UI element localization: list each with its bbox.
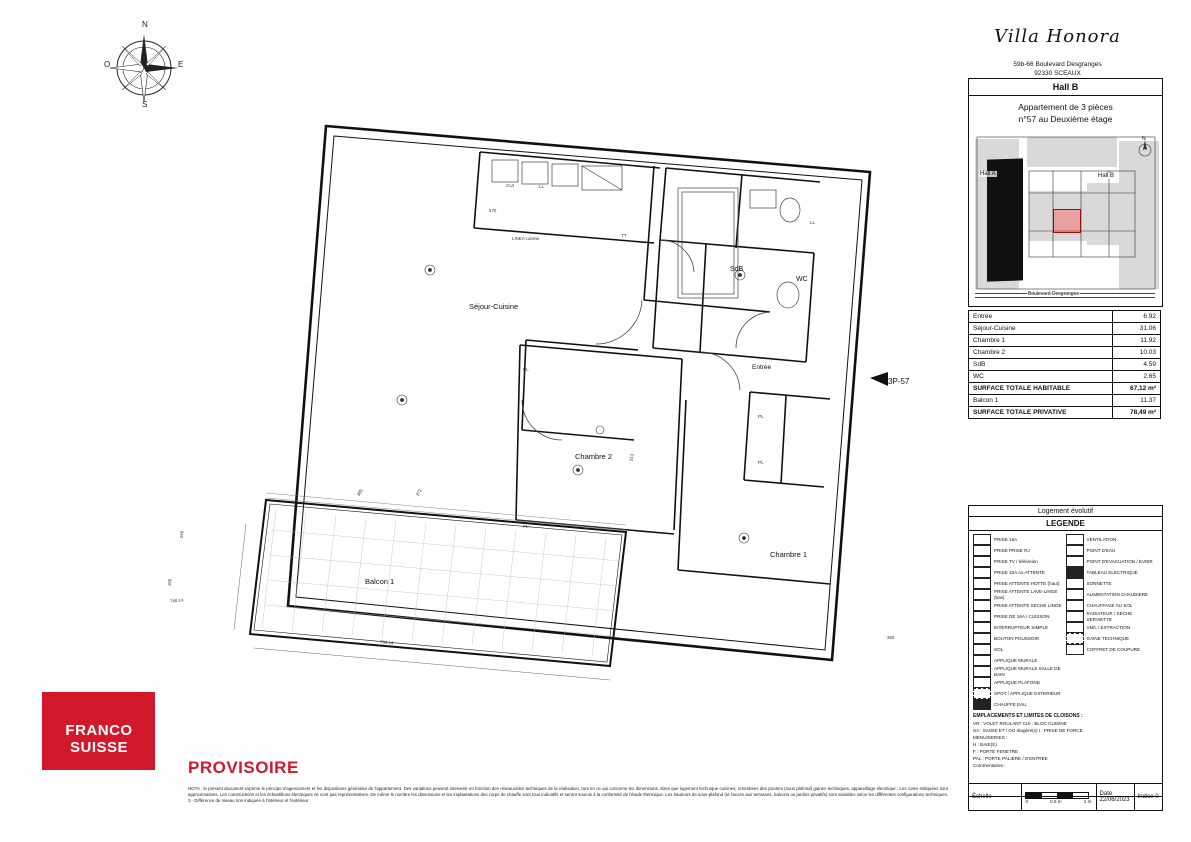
list-item bbox=[1066, 567, 1159, 578]
apartment-type: Appartement de 3 pièces bbox=[1018, 102, 1113, 112]
table-row-total-privative bbox=[969, 407, 1161, 419]
site-plan-thumbnail bbox=[968, 131, 1163, 307]
scale-date-box bbox=[968, 783, 1163, 811]
list-item bbox=[973, 633, 1066, 644]
list-item bbox=[973, 699, 1066, 710]
compass-label-east: E bbox=[178, 60, 184, 69]
dim-570: 570 bbox=[489, 208, 497, 213]
project-address bbox=[955, 60, 1160, 78]
radiator-icon bbox=[1066, 611, 1084, 622]
legend-item-label: CHAUFFE EAU bbox=[994, 701, 1027, 707]
dim-left-185: 185 bbox=[166, 578, 173, 587]
legend-item-label: CHAUFFAGE AU SOL bbox=[1086, 602, 1133, 608]
legend-item-label: APPLIQUE PLAFOND bbox=[994, 679, 1040, 685]
list-item bbox=[1066, 545, 1159, 556]
surface-label: SdB bbox=[969, 359, 1113, 371]
table-row-total-habitable bbox=[969, 383, 1161, 395]
label-lave-linge: LL bbox=[539, 184, 545, 189]
legend-left-column bbox=[973, 534, 1066, 710]
apartment-marker: 3P-57 bbox=[888, 377, 910, 386]
list-item bbox=[973, 556, 1066, 567]
ventilation-icon bbox=[1066, 534, 1084, 545]
legend-item-label: RADIATEUR / SECHE SERVIETTE bbox=[1086, 610, 1133, 622]
surface-value: 6.92 bbox=[1113, 311, 1161, 323]
legend-footnotes bbox=[969, 710, 1162, 772]
label-placard-4: PL bbox=[758, 460, 764, 465]
legend-item-label: APPLIQUE MURALE bbox=[994, 657, 1038, 663]
list-item bbox=[973, 589, 1066, 600]
legend-item-label: PRISE TV / télévision bbox=[994, 558, 1038, 564]
surface-value: 31.06 bbox=[1113, 323, 1161, 335]
electric-panel-icon bbox=[1066, 567, 1084, 578]
list-item bbox=[973, 677, 1066, 688]
scale-label: Échelle bbox=[972, 794, 992, 800]
water-heater-icon bbox=[973, 699, 991, 710]
scale-bar-cell bbox=[1022, 784, 1096, 810]
dim-bottom-2: 760.14 bbox=[379, 639, 394, 646]
table-row bbox=[969, 347, 1161, 359]
table-row bbox=[969, 311, 1161, 323]
list-item bbox=[1066, 622, 1159, 633]
technical-duct-icon bbox=[1066, 633, 1084, 644]
surface-label: Entrée bbox=[969, 311, 1113, 323]
label-ll-right: LL bbox=[810, 220, 816, 225]
list-item bbox=[1066, 589, 1159, 600]
legend-item-label: PRISE ATTENTE LAVE-LINGE (bas) bbox=[994, 588, 1058, 600]
siteplan-hall-a-label: Hall A bbox=[980, 171, 996, 177]
legend-item-label: TABLEAU ELECTRIQUE bbox=[1086, 569, 1138, 575]
apartment-number-floor: n°57 au Deuxième étage bbox=[1018, 114, 1113, 124]
logo-line-2: SUISSE bbox=[69, 739, 129, 756]
push-button-icon bbox=[973, 633, 991, 644]
floor-heating-icon bbox=[1066, 600, 1084, 611]
table-row bbox=[969, 395, 1161, 407]
legend-item-label: PRISE 32A ou ATTENTE bbox=[994, 569, 1045, 575]
legend-header: Logement évolutif bbox=[969, 506, 1162, 517]
label-cuisine: CUI bbox=[506, 183, 514, 188]
socket-icon bbox=[973, 534, 991, 545]
scale-tick-0: 0 bbox=[1025, 799, 1029, 804]
apartment-info bbox=[969, 96, 1162, 131]
list-item bbox=[973, 644, 1066, 655]
label-tt: TT bbox=[621, 233, 627, 238]
hall-info-box bbox=[968, 78, 1163, 132]
dim-side-372: 372 bbox=[414, 488, 423, 497]
doorbell-icon bbox=[1066, 578, 1084, 589]
siteplan-street-label: Boulevard Desgranges bbox=[1028, 291, 1079, 297]
legend-foot-title: EMPLACEMENTS ET LIMITES DE CLOISONS : bbox=[973, 713, 1083, 719]
rj-socket-icon bbox=[973, 545, 991, 556]
scale-bar bbox=[1025, 792, 1089, 799]
list-item bbox=[973, 622, 1066, 633]
dim-linea-cuisine: LINEA cuisine bbox=[512, 236, 540, 241]
list-item bbox=[1066, 534, 1159, 545]
list-item bbox=[973, 688, 1066, 699]
list-item bbox=[973, 655, 1066, 666]
cutoff-box-icon bbox=[1066, 644, 1084, 655]
legend-item-label: PRISE DE 16A / CUISSON bbox=[994, 613, 1050, 619]
legend-item-label: POINT D'EVACUATION / EVIER bbox=[1086, 558, 1153, 564]
cooking-socket-icon bbox=[973, 611, 991, 622]
compass-rose bbox=[98, 22, 190, 114]
exterior-light-icon bbox=[973, 688, 991, 699]
list-item bbox=[1066, 556, 1159, 567]
room-label-entree: Entrée bbox=[752, 364, 772, 371]
washer-socket-icon bbox=[973, 589, 991, 600]
ceiling-light-icon bbox=[973, 677, 991, 688]
legend-item-label: SONNETTE bbox=[1086, 580, 1112, 586]
index-label: Indice 0 bbox=[1137, 794, 1159, 800]
surface-value: 10.03 bbox=[1113, 347, 1161, 359]
list-item bbox=[1066, 633, 1159, 644]
legend-item-label: COFFRET DE COUPURE bbox=[1086, 646, 1141, 652]
provisoire-stamp: PROVISOIRE bbox=[188, 758, 299, 777]
siteplan-compass-icon bbox=[1134, 137, 1156, 159]
legend-foot-line: PAL : PORTE PALIERE / D'ENTREE bbox=[973, 756, 1048, 761]
boiler-supply-icon bbox=[1066, 589, 1084, 600]
list-item bbox=[973, 534, 1066, 545]
room-label-balcon-1: Balcon 1 bbox=[365, 577, 395, 586]
bath-wall-light-icon bbox=[973, 666, 991, 677]
nota-text: NOTA : le présent document exprime le principe d'agencement et les dispositions générales de l'appartement. Des variations peuvent intervenir en fonction des réseaux/des techniques de la réalisation, tant en ce qui concerne les dimensions, titres que logement technique cuisines, retombées des poutres (sous plafond) gaines techniques, appareillage électrique ; Les cotes indiquées sont approximatives. Les constructions et les échantillons électriques ne sont pas représentatives. De même le nombre les dimensions et les implantations des corps de chauffe sont tous indicatifs et seront soumis à la conformité de l'étude thermique. Les hauteurs de sous-plafond (et l'accès aux terrasses, balcons ou jardins privatifs) sont variables selon les différentes configurations techniques. 3 - Différence de niveau non indiquée à l'intérieur et l'extérieur bbox=[188, 786, 948, 804]
list-item bbox=[973, 567, 1066, 578]
legend-item-label: PRISE PRISE RJ bbox=[994, 547, 1030, 553]
legend-foot-line: F : PORTE FENETRE bbox=[973, 749, 1019, 754]
room-label-sdb: SdB bbox=[730, 266, 744, 273]
wall-light-icon bbox=[973, 655, 991, 666]
surface-label: Séjour-Cuisine bbox=[969, 323, 1113, 335]
logo-text bbox=[48, 722, 150, 756]
scale-tick-mid: 0,5 m bbox=[1050, 799, 1062, 804]
table-row bbox=[969, 323, 1161, 335]
legend-item-label: APPLIQUE MURALE SALLE DE BAIN bbox=[994, 665, 1061, 677]
dim-bottom-1: 760.14 bbox=[169, 597, 184, 604]
legend-item-label: SOL bbox=[994, 646, 1004, 652]
address-line-2: 92330 SCEAUX bbox=[1034, 70, 1081, 77]
table-row bbox=[969, 359, 1161, 371]
legend-foot-line: H : BAIE(S) bbox=[973, 742, 997, 747]
dim-side-313: 313 bbox=[628, 453, 635, 462]
list-item bbox=[1066, 578, 1159, 589]
scale-label-cell bbox=[969, 784, 1022, 810]
date-value: 22/06/2023 bbox=[1099, 797, 1130, 803]
room-label-chambre-2: Chambre 2 bbox=[575, 452, 613, 461]
floor-icon bbox=[973, 644, 991, 655]
list-item bbox=[973, 578, 1066, 589]
switch-icon bbox=[973, 622, 991, 633]
room-label-chambre-1: Chambre 1 bbox=[770, 550, 808, 559]
vmc-icon bbox=[1066, 622, 1084, 633]
legend-item-label: VENTILATION bbox=[1086, 536, 1117, 542]
legend-item-label: ALIMENTATION CHAUDIERE bbox=[1086, 591, 1149, 597]
table-row bbox=[969, 335, 1161, 347]
label-placard-3: PL bbox=[758, 414, 764, 419]
legend-item-label: BOUTON POUSSOIR bbox=[994, 635, 1040, 641]
dim-360: 360 bbox=[887, 635, 895, 640]
logo-line-1: FRANCO bbox=[65, 722, 133, 739]
dim-left-246: 246 bbox=[178, 530, 185, 539]
legend-foot-line: SA : SAISIE ET / OU étagère(s) I : PRISE DE FORCE bbox=[973, 728, 1083, 733]
project-title: Villa Honora bbox=[994, 26, 1121, 47]
total-privative-label: SURFACE TOTALE PRIVATIVE bbox=[969, 407, 1113, 419]
label-placard-2: PL bbox=[523, 524, 529, 529]
balcony-label: Balcon 1 bbox=[969, 395, 1113, 407]
legend-item-label: PRISE ATTENTE HOTTE (haut) bbox=[994, 580, 1060, 586]
dim-side-385: 385 bbox=[355, 488, 364, 497]
floor-plan-drawing bbox=[230, 100, 910, 720]
legend-item-label: PRISE 16A bbox=[994, 536, 1018, 542]
surface-label: WC bbox=[969, 371, 1113, 383]
list-item bbox=[1066, 600, 1159, 611]
water-point-icon bbox=[1066, 545, 1084, 556]
legend-item-label: GAINE TECHNIQUE bbox=[1086, 635, 1130, 641]
hood-socket-icon bbox=[973, 578, 991, 589]
legend-box bbox=[968, 505, 1163, 797]
room-label-wc: WC bbox=[796, 276, 808, 283]
tv-socket-icon bbox=[973, 556, 991, 567]
list-item bbox=[1066, 644, 1159, 655]
surface-label: Chambre 1 bbox=[969, 335, 1113, 347]
date-label: Date bbox=[1099, 791, 1113, 797]
legend-item-label: SPOT / APPLIQUE EXTERIEUR bbox=[994, 690, 1061, 696]
siteplan-compass-north: N bbox=[1142, 136, 1146, 142]
legend-right-column bbox=[1066, 534, 1159, 710]
surface-value: 2.65 bbox=[1113, 371, 1161, 383]
list-item bbox=[1066, 611, 1159, 622]
legend-foot-line: Commentaires : bbox=[973, 763, 1006, 768]
surface-value: 4.59 bbox=[1113, 359, 1161, 371]
total-habitable-label: SURFACE TOTALE HABITABLE bbox=[969, 383, 1113, 395]
compass-label-south: S bbox=[142, 100, 148, 109]
list-item bbox=[973, 600, 1066, 611]
list-item bbox=[973, 666, 1066, 677]
siteplan-hall-b-label: Hall B bbox=[1098, 173, 1115, 179]
compass-label-west: O bbox=[104, 60, 111, 69]
legend-item-label: INTERRUPTEUR SIMPLE bbox=[994, 624, 1049, 630]
floor-plan bbox=[166, 100, 910, 720]
total-privative-value: 78,49 m² bbox=[1113, 407, 1161, 419]
dryer-socket-icon bbox=[973, 600, 991, 611]
surfaces-table-body bbox=[969, 311, 1161, 419]
table-row bbox=[969, 371, 1161, 383]
list-item bbox=[973, 611, 1066, 622]
index-cell bbox=[1135, 784, 1163, 810]
legend-item-label: PRISE ATTENTE SECHE LINGE bbox=[994, 602, 1062, 608]
socket32a-icon bbox=[973, 567, 991, 578]
legend-item-label: POINT D'EAU bbox=[1086, 547, 1116, 553]
room-label-sejour-cuisine: Séjour-Cuisine bbox=[469, 302, 519, 311]
legend-item-label: VMC / EXTRACTION bbox=[1086, 624, 1131, 630]
hall-label: Hall B bbox=[969, 79, 1162, 96]
compass-label-north: N bbox=[142, 20, 148, 29]
total-habitable-value: 67,12 m² bbox=[1113, 383, 1161, 395]
address-line-1: 59b-66 Boulevard Desgranges bbox=[1013, 61, 1102, 68]
label-placard-1: PL bbox=[523, 367, 529, 372]
legend-foot-line: VR : VOLET ROULANT CUI : BLOC CUISINE bbox=[973, 721, 1067, 726]
legend-foot-line: MENUISERIES : bbox=[973, 735, 1008, 740]
balcony-value: 11.37 bbox=[1113, 395, 1161, 407]
scale-tick-end: 1 m bbox=[1083, 799, 1092, 804]
surface-label: Chambre 2 bbox=[969, 347, 1113, 359]
drain-icon bbox=[1066, 556, 1084, 567]
date-cell bbox=[1097, 784, 1135, 810]
surface-value: 11.92 bbox=[1113, 335, 1161, 347]
list-item bbox=[973, 545, 1066, 556]
surfaces-table bbox=[968, 310, 1161, 419]
legend-title: LEGENDE bbox=[969, 517, 1162, 531]
